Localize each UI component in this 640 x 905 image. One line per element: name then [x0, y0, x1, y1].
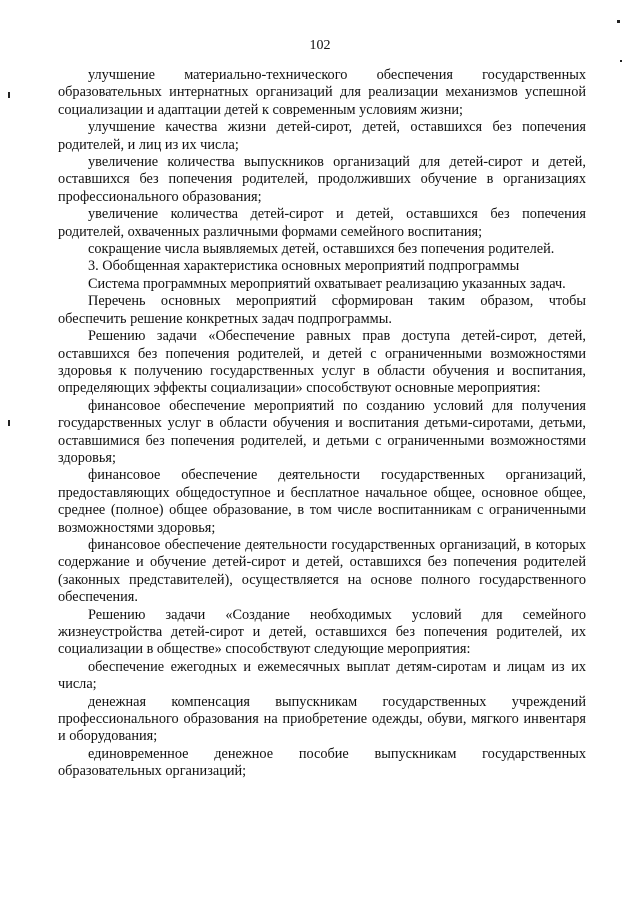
- paragraph: Решению задачи «Создание необходимых условий для семейного жизнеустройства детей-сирот и детей, оставшихся без попечения родителей, их социализации в обществе» способствуют следующие мероприятия:: [58, 606, 586, 658]
- document-body: [58, 67, 586, 781]
- paragraph: финансовое обеспечение деятельности государственных организаций, предоставляющих общедоступное и бесплатное начальное общее, основное общее, среднее (полное) общее образование, в том числе воспитанникам с ограниченными возможностями здоровья;: [58, 467, 586, 536]
- paragraph: единовременное денежное пособие выпускникам государственных образовательных организаций;: [58, 745, 586, 780]
- scan-mark: [8, 92, 10, 98]
- paragraph: Перечень основных мероприятий сформирован таким образом, чтобы обеспечить решение конкретных задач подпрограммы.: [58, 293, 586, 327]
- paragraph: увеличение количества детей-сирот и детей, оставшихся без попечения родителей, охваченных различными формами семейного воспитания;: [58, 206, 586, 240]
- paragraph: сокращение числа выявляемых детей, оставшихся без попечения родителей.: [88, 241, 555, 258]
- paragraph: увеличение количества выпускников организаций для детей-сирот и детей, оставшихся без попечения родителей, продолживших обучение в организациях профессионального образования;: [58, 154, 586, 205]
- paragraph: улучшение материально-технического обеспечения государственных образовательных интернатных организаций для реализации механизмов успешной социализации и адаптации детей к современным условиям жизни;: [58, 67, 586, 118]
- paragraph: обеспечение ежегодных и ежемесячных выплат детям-сиротам и лицам из их числа;: [58, 658, 586, 693]
- scan-mark: [620, 60, 622, 62]
- paragraph: Система программных мероприятий охватывает реализацию указанных задач.: [88, 275, 566, 292]
- section-heading: 3. Обобщенная характеристика основных мероприятий подпрограммы: [88, 258, 520, 275]
- paragraph: финансовое обеспечение деятельности государственных организаций, в которых содержание и обучение детей-сирот и детей, оставшихся без попечения родителей (законных представителей), осуществляется на основе полного государственного обеспечения.: [58, 536, 586, 606]
- scan-mark: [617, 20, 620, 23]
- paragraph: улучшение качества жизни детей-сирот, детей, оставшихся без попечения родителей, и лиц из их числа;: [58, 119, 586, 153]
- page-number: 102: [309, 38, 331, 53]
- scan-mark: [8, 420, 10, 426]
- paragraph: денежная компенсация выпускникам государственных учреждений профессионального образования на приобретение одежды, обуви, мягкого инвентаря и оборудования;: [58, 693, 586, 745]
- paragraph: Решению задачи «Обеспечение равных прав доступа детей-сирот, детей, оставшихся без попечения родителей, и детей с ограниченными возможностями здоровья к получению государственных услуг в области обучения и воспитания, определяющих эффекты социализации» способствуют основные мероприятия:: [58, 328, 586, 397]
- paragraph: финансовое обеспечение мероприятий по созданию условий для получения государственных услуг в области обучения и воспитания детьми-сиротами, детьми, оставшимися без попечения родителей, и детьми с ограниченными возможностями здоровья;: [58, 397, 586, 466]
